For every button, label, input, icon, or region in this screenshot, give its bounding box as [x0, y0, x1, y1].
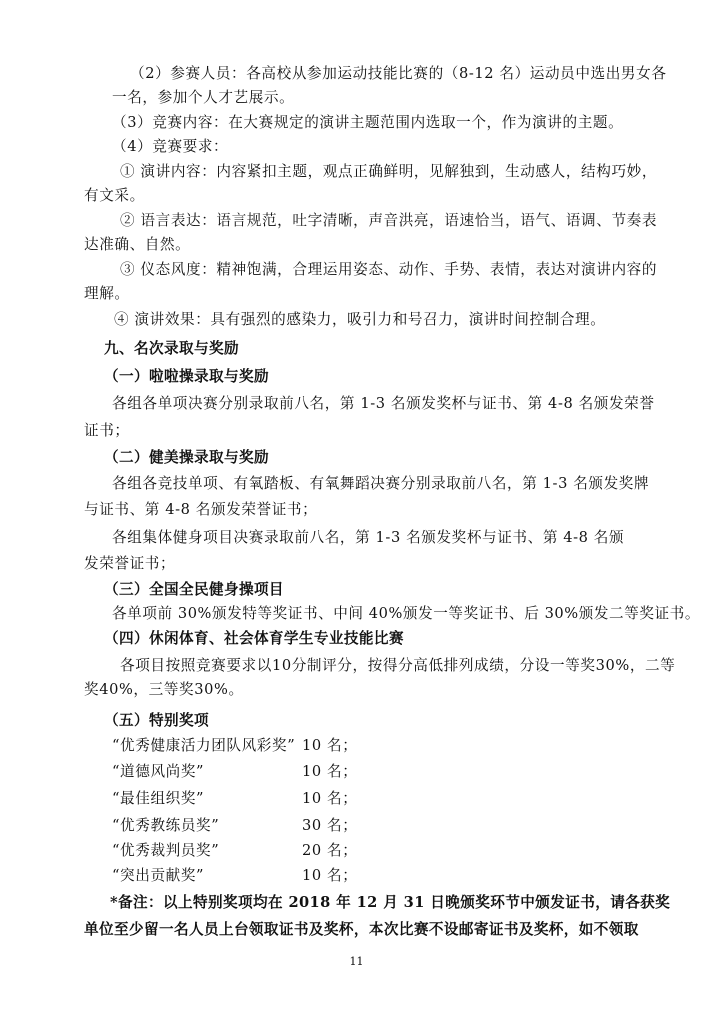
award-count: 20 名；: [302, 842, 358, 859]
award-name: “优秀健康活力团队风彩奖”: [112, 737, 296, 754]
subsection-national-fitness: （三）全国全民健身操项目: [104, 581, 284, 598]
note-line-cont: 单位至少留一名人员上台领取证书及奖杯，本次比赛不设邮寄证书及奖杯，如不领取: [84, 921, 639, 938]
requirement-content-cont: 有文采。: [84, 187, 145, 204]
award-count: 30 名；: [302, 817, 358, 834]
paragraph-cheerleading-cont: 证书；: [84, 422, 130, 439]
requirement-effect: ④ 演讲效果：具有强烈的感染力，吸引力和号召力，演讲时间控制合理。: [114, 311, 606, 328]
award-name: “突出贡献奖”: [112, 867, 205, 884]
subsection-special-awards: （五）特别奖项: [104, 712, 209, 729]
award-count: 10 名；: [302, 737, 358, 754]
paragraph-participants: （2）参赛人员：各高校从参加运动技能比赛的（8-12 名）运动员中选出男女各: [130, 65, 667, 82]
page-number: 11: [349, 955, 364, 968]
award-name: “最佳组织奖”: [112, 790, 205, 807]
requirement-language-cont: 达准确、自然。: [84, 236, 191, 253]
award-count: 10 名；: [302, 790, 358, 807]
paragraph-aerobics: 各组各竞技单项、有氧踏板、有氧舞蹈决赛分别录取前八名，第 1-3 名颁发奖牌: [112, 475, 650, 492]
paragraph-leisure-sports: 各项目按照竞赛要求以10分制评分，按得分高低排列成绩，分设一等奖30%，二等: [120, 657, 676, 674]
award-name: “优秀裁判员奖”: [112, 842, 220, 859]
paragraph-requirements: （4）竞赛要求：: [112, 138, 229, 155]
subsection-leisure-sports: （四）休闲体育、社会体育学生专业技能比赛: [104, 630, 404, 647]
paragraph-national-fitness: 各单项前 30%颁发特等奖证书、中间 40%颁发一等奖证书、后 30%颁发二等奖证书。: [112, 605, 700, 622]
paragraph-participants-cont: 一名，参加个人才艺展示。: [112, 89, 295, 106]
paragraph-content: （3）竞赛内容：在大赛规定的演讲主题范围内选取一个，作为演讲的主题。: [112, 114, 624, 131]
award-name: “道德风尚奖”: [112, 763, 205, 780]
paragraph-group-fitness: 各组集体健身项目决赛录取前八名，第 1-3 名颁发奖杯与证书、第 4-8 名颁: [112, 529, 625, 546]
subsection-cheerleading: （一）啦啦操录取与奖励: [104, 368, 269, 385]
paragraph-aerobics-cont: 与证书、第 4-8 名颁发荣誉证书；: [84, 501, 318, 518]
award-name: “优秀教练员奖”: [112, 817, 220, 834]
award-count: 10 名；: [302, 867, 358, 884]
requirement-manner: ③ 仪态风度：精神饱满，合理运用姿态、动作、手势、表情，表达对演讲内容的: [120, 261, 658, 278]
award-count: 10 名；: [302, 763, 358, 780]
requirement-language: ② 语言表达：语言规范，吐字清晰，声音洪亮，语速恰当，语气、语调、节奏表: [120, 212, 658, 229]
requirement-manner-cont: 理解。: [84, 285, 130, 302]
note-line: *备注：以上特别奖项均在 2018 年 12 月 31 日晚颁奖环节中颁发证书，请各获奖: [110, 894, 671, 911]
section-heading-ranking: 九、名次录取与奖励: [104, 340, 239, 357]
paragraph-leisure-sports-cont: 奖40%，三等奖30%。: [84, 681, 244, 698]
requirement-content: ① 演讲内容：内容紧扣主题，观点正确鲜明，见解独到，生动感人，结构巧妙，: [120, 163, 658, 180]
subsection-aerobics: （二）健美操录取与奖励: [104, 449, 269, 466]
paragraph-group-fitness-cont: 发荣誉证书；: [84, 555, 176, 572]
paragraph-cheerleading: 各组各单项决赛分别录取前八名，第 1-3 名颁发奖杯与证书、第 4-8 名颁发荣誉: [112, 395, 655, 412]
